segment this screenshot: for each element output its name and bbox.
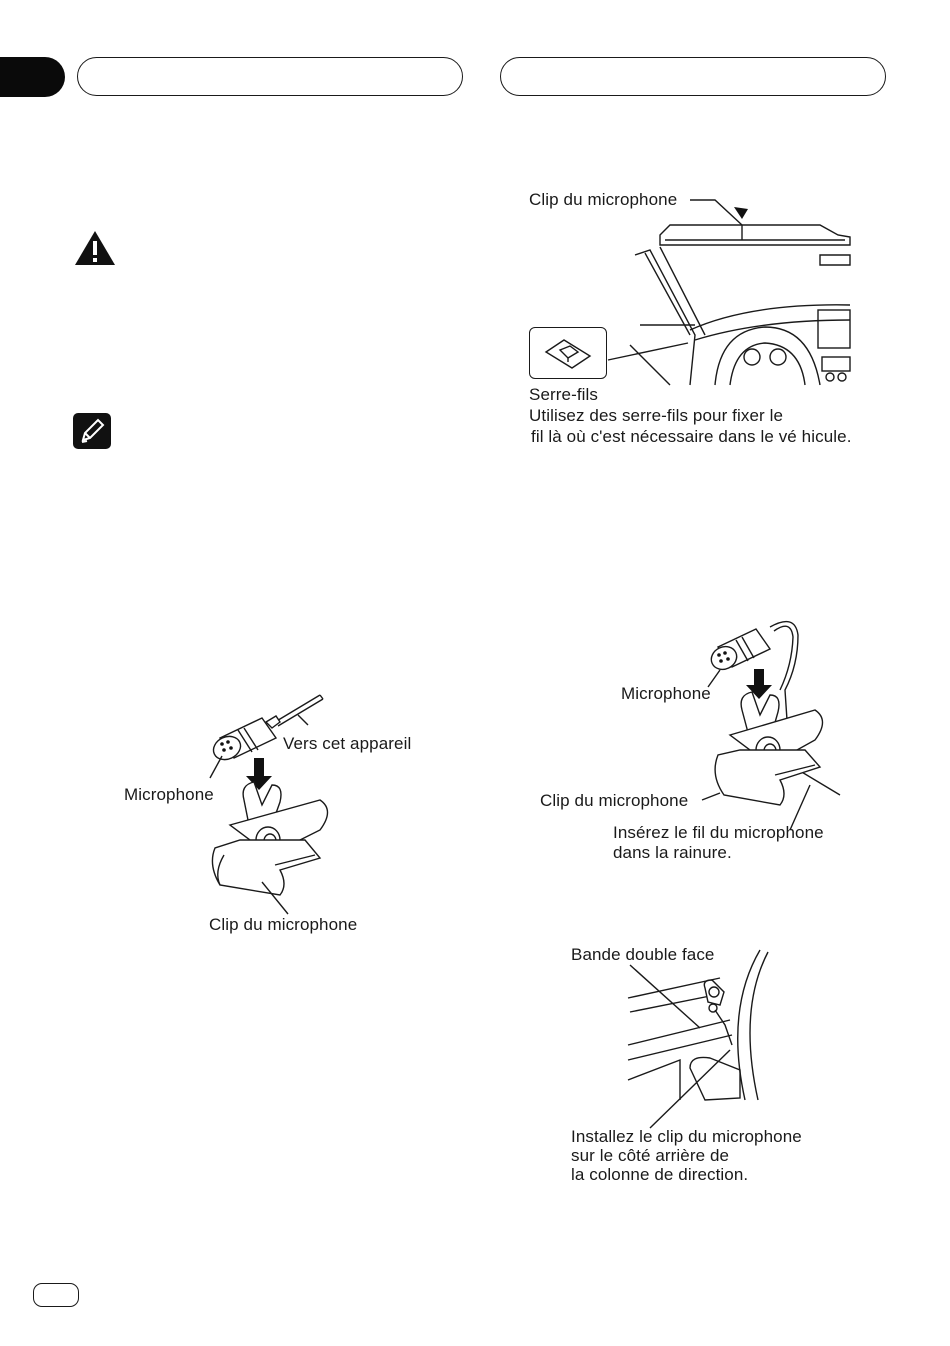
serre-fils-desc-1: Utilisez des serre-fils pour fixer le [529,406,784,425]
install-clip-label-1: Installez le clip du microphone [571,1127,802,1146]
install-clip-label-2: sur le côté arrière de [571,1146,730,1165]
clip-label-left: Clip du microphone [209,915,358,934]
header-right-pill [500,57,886,96]
install-clip-label-3: la colonne de direction. [571,1165,749,1184]
double-tape-label: Bande double face [571,945,715,964]
clip-label-right: Clip du microphone [540,791,689,810]
note-icon [73,413,111,449]
clip-label-top: Clip du microphone [529,190,678,209]
page-number-box [33,1283,79,1307]
cable-tie-inset [529,327,607,379]
steering-column-illustration [620,950,790,1130]
microphone-label-right: Microphone [621,684,711,703]
vers-cet-appareil-label: Vers cet appareil [283,734,412,753]
cable-tie-icon [538,334,598,372]
header-left-pill [77,57,463,96]
mic-clip-left-illustration [180,690,350,920]
serre-fils-label: Serre-fils [529,385,599,404]
insert-wire-label-1: Insérez le fil du microphone [613,823,824,842]
warning-icon [73,229,117,267]
section-tab [0,57,65,97]
microphone-label-left: Microphone [124,785,214,804]
serre-fils-desc-2: fil là où c'est nécessaire dans le vé hicule. [531,427,852,446]
insert-wire-label-2: dans la rainure. [613,843,732,862]
mic-clip-right-illustration [690,615,850,815]
